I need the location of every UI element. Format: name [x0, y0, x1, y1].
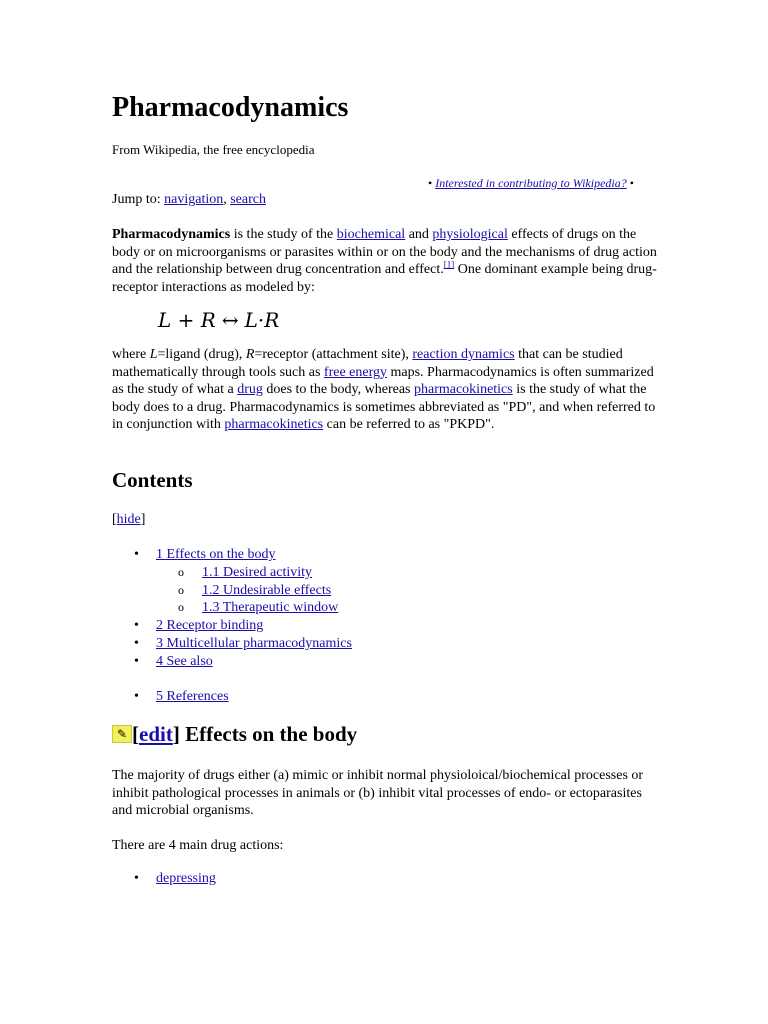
toc-toggle-close: ]: [140, 512, 146, 527]
toc-sub-bullet: o: [178, 564, 184, 579]
site-notice-prefix: •: [428, 176, 436, 190]
toc-hide-link[interactable]: hide: [116, 512, 141, 527]
list-bullet: •: [134, 871, 139, 886]
toc-heading: Contents: [112, 468, 193, 492]
physiological-link[interactable]: physiological: [432, 227, 508, 242]
toc-bullet: •: [134, 635, 139, 651]
pencil-icon[interactable]: ✎: [112, 725, 132, 743]
depressing-link[interactable]: depressing: [156, 871, 216, 886]
site-notice: [428, 176, 634, 191]
toc-link-effects[interactable]: 1 Effects on the body: [156, 547, 276, 562]
toc-link-references[interactable]: 5 References: [156, 689, 229, 704]
toc-link-see-also[interactable]: 4 See also: [156, 653, 213, 669]
section-title: Effects on the body: [179, 722, 358, 746]
jump-to-label: Jump to:: [112, 192, 165, 207]
para2-text-2: =ligand (drug),: [157, 347, 246, 362]
intro-text-4: One dominant example being drug-receptor interactions as modeled by:: [112, 262, 657, 295]
para2-text-5: maps. Pharmacodynamics is often summarized as the study of what a: [112, 364, 654, 397]
toc-toggle-open: [: [112, 512, 117, 527]
toc-sub-bullet: o: [178, 600, 184, 615]
section-paragraph-2: There are 4 main drug actions:: [112, 838, 284, 853]
binding-equation: [158, 308, 279, 332]
free-energy-link[interactable]: free energy: [323, 364, 387, 380]
reference-1-link[interactable]: [1]: [443, 259, 455, 270]
toc-sub-bullet: o: [178, 582, 184, 597]
site-notice-suffix: •: [626, 176, 634, 190]
page-title: Pharmacodynamics: [112, 92, 349, 123]
toc-link-therapeutic-window[interactable]: 1.3 Therapeutic window: [202, 600, 339, 616]
para2-text-4: that can be studied mathematically through tools such as: [112, 347, 623, 380]
jump-search-link[interactable]: search: [230, 192, 266, 207]
para2-text-8: can be referred to as "PKPD".: [323, 417, 495, 432]
toc-bullet: •: [134, 618, 139, 634]
intro-bold-term: Pharmacodynamics: [112, 227, 231, 242]
jump-to-bar: [112, 192, 266, 208]
toc-link-desired-activity[interactable]: 1.1 Desired activity: [202, 564, 313, 580]
edit-section-link[interactable]: edit: [139, 722, 173, 746]
pharmacokinetics-link[interactable]: pharmacokinetics: [413, 382, 513, 397]
toc-bullet: •: [134, 653, 139, 669]
toc-bullet: •: [134, 547, 139, 562]
contribute-link[interactable]: Interested in contributing to Wikipedia?: [435, 176, 627, 190]
equation-lhs: L + R: [158, 308, 216, 332]
intro-text-3: effects of drugs on the body or on microorganisms or parasites within or on the body and the mechanisms of drug action and the relationship between drug concentration and effect.: [112, 227, 657, 277]
para2-text-6: does to the body, whereas: [262, 382, 414, 397]
section-paragraph-1: The majority of drugs either (a) mimic or inhibit normal physioloical/biochemical processes or inhibit pathological processes in animals or (b) inhibit vital processes of endo- or ectoparasites and microbial organisms.: [112, 768, 644, 818]
pharmacokinetics-link-2[interactable]: pharmacokinetics: [224, 417, 324, 432]
para2-text-1: where: [112, 347, 150, 362]
intro-text-2: and: [405, 227, 433, 242]
para2-text-3: =receptor (attachment site),: [254, 347, 413, 362]
toc-toggle: [112, 512, 145, 528]
toc-link-multicellular[interactable]: 3 Multicellular pharmacodynamics: [156, 635, 352, 651]
edit-bracket-open: [: [132, 722, 139, 746]
definition-paragraph: [112, 346, 660, 434]
reaction-dynamics-link[interactable]: reaction dynamics: [412, 347, 515, 362]
biochemical-link[interactable]: biochemical: [336, 227, 406, 242]
intro-text-1: is the study of the: [230, 227, 337, 242]
equation-rhs: L·R: [244, 308, 280, 332]
drug-link[interactable]: drug: [237, 382, 263, 397]
section-heading-effects: [112, 722, 357, 747]
toc-link-undesirable-effects[interactable]: 1.2 Undesirable effects: [202, 582, 332, 598]
ligand-symbol: L: [149, 347, 158, 362]
jump-navigation-link[interactable]: navigation: [164, 192, 224, 207]
toc-bullet: •: [134, 689, 139, 704]
jump-to-separator: ,: [223, 192, 231, 207]
toc-link-receptor-binding[interactable]: 2 Receptor binding: [156, 618, 264, 634]
intro-paragraph: [112, 226, 660, 296]
receptor-symbol: R: [245, 347, 255, 362]
edit-bracket-close: ]: [172, 722, 180, 746]
site-tagline: From Wikipedia, the free encyclopedia: [112, 142, 315, 157]
equation-arrow: ↔: [221, 308, 239, 332]
para2-text-7: is the study of what the body does to a drug. Pharmacodynamics is sometimes abbreviated as "PD", and when referred to in conjunction with: [112, 382, 656, 432]
